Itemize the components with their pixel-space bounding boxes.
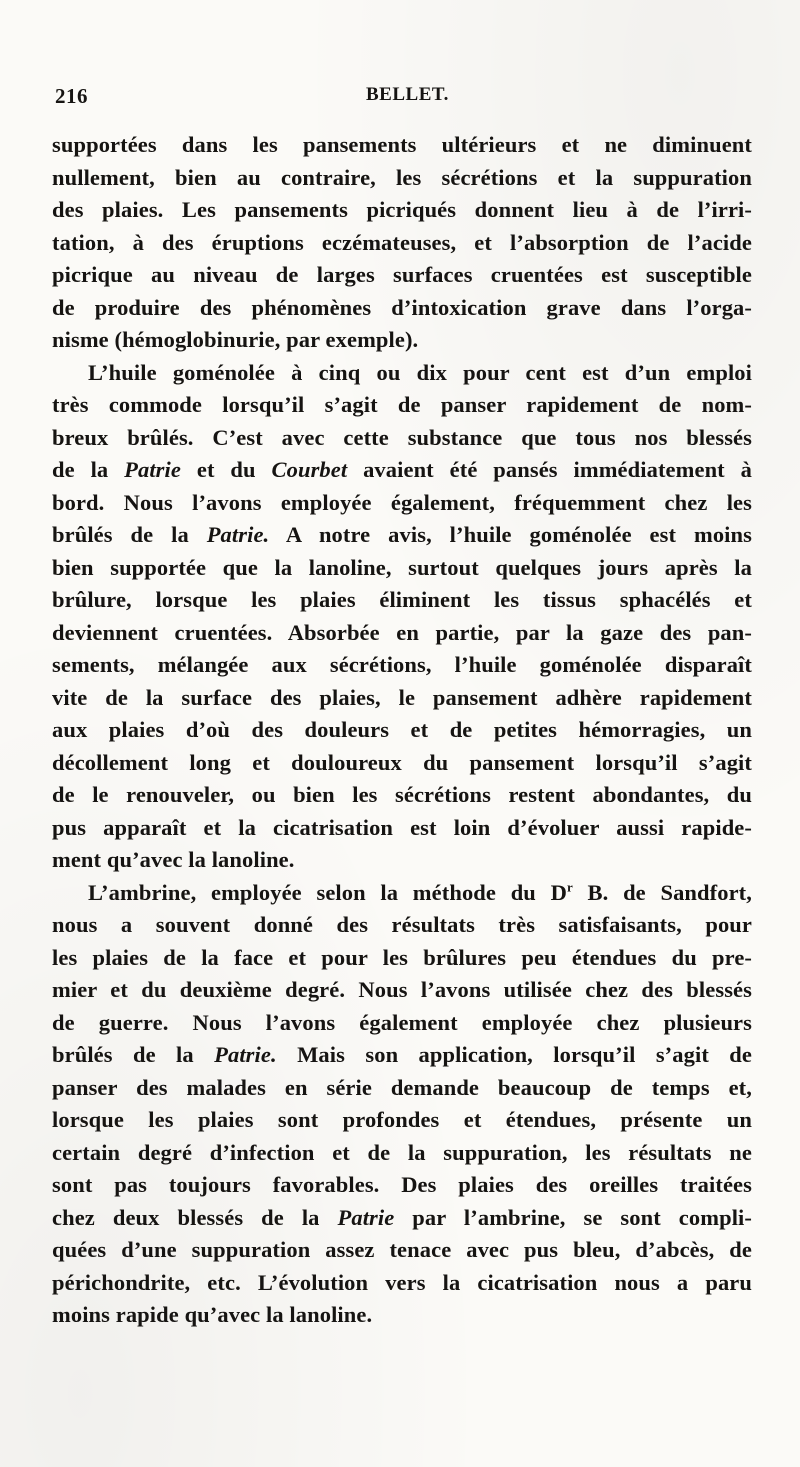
text-line: périchondrite, etc. L’évolution vers la cicatrisation nous a paru	[52, 1269, 752, 1295]
text-line: décollement long et douloureux du pansement lorsqu’il s’agit	[52, 749, 752, 775]
text-line: lorsque les plaies sont profondes et étendues, présente un	[52, 1107, 752, 1132]
body-text	[52, 129, 752, 1332]
text-line: sont pas toujours favorables. Des plaies des oreilles traitées	[52, 1172, 752, 1197]
text-line: moins rapide qu’avec la lanoline.	[52, 1302, 373, 1327]
text-line: chez deux blessés de la Patrie par l’ambrine, se sont compli-	[52, 1204, 752, 1230]
text-line: de produire des phénomènes d’intoxication grave dans l’orga-	[52, 294, 752, 320]
text-line: les plaies de la face et pour les brûlures peu étendues du pre-	[52, 944, 752, 970]
text-line: certain degré d’infection et de la suppuration, les résultats ne	[52, 1139, 752, 1165]
text-line: L’huile goménolée à cinq ou dix pour cent est d’un emploi	[88, 359, 752, 385]
text-line: nous a souvent donné des résultats très satisfaisants, pour	[52, 912, 752, 937]
text-line: de le renouveler, ou bien les sécrétions restent abondantes, du	[52, 782, 752, 807]
text-line: brûlure, lorsque les plaies éliminent les tissus sphacélés et	[52, 587, 752, 612]
text-line: brûlés de la Patrie. A notre avis, l’huile goménolée est moins	[52, 522, 752, 547]
text-line: aux plaies d’où des douleurs et de petites hémorragies, un	[52, 717, 752, 742]
text-line: de la Patrie et du Courbet avaient été pansés immédiatement à	[52, 457, 752, 482]
running-head: BELLET.	[366, 84, 449, 105]
text-line: brûlés de la Patrie. Mais son application, lorsqu’il s’agit de	[52, 1042, 752, 1067]
text-line: supportées dans les pansements ultérieurs et ne diminuent	[52, 132, 752, 157]
text-line: quées d’une suppuration assez tenace avec pus bleu, d’abcès, de	[52, 1237, 752, 1262]
text-line: picrique au niveau de larges surfaces cruentées est susceptible	[52, 262, 752, 287]
text-line: tation, à des éruptions eczémateuses, et l’absorption de l’acide	[52, 229, 752, 255]
text-line: sements, mélangée aux sécrétions, l’huile goménolée disparaît	[52, 652, 752, 677]
page-number: 216	[55, 84, 88, 108]
text-line: nullement, bien au contraire, les sécrétions et la suppuration	[52, 164, 752, 190]
superscript: r	[566, 879, 573, 894]
ship-name: Patrie.	[214, 1042, 277, 1067]
text-line: vite de la surface des plaies, le pansement adhère rapidement	[52, 684, 752, 710]
text-line: deviennent cruentées. Absorbée en partie, par la gaze des pan-	[52, 619, 752, 645]
text-line: des plaies. Les pansements picriqués donnent lieu à de l’irri-	[52, 197, 752, 222]
text-line: breux brûlés. C’est avec cette substance que tous nos blessés	[52, 424, 752, 450]
text-line: bord. Nous l’avons employée également, fréquemment chez les	[52, 489, 752, 515]
text-line: bien supportée que la lanoline, surtout quelques jours après la	[52, 554, 752, 580]
text-line: de guerre. Nous l’avons également employée chez plusieurs	[52, 1009, 752, 1035]
text-line: mier et du deuxième degré. Nous l’avons utilisée chez des blessés	[52, 977, 752, 1002]
text-line: panser des malades en série demande beaucoup de temps et,	[52, 1074, 752, 1100]
text-line: L’ambrine, employée selon la méthode du $D^r$ B. de Sandfort,	[88, 879, 752, 905]
text-line: pus apparaît et la cicatrisation est loin d’évoluer aussi rapide-	[52, 814, 752, 840]
ship-name: Courbet	[271, 457, 348, 482]
ship-name: Patrie	[337, 1204, 395, 1230]
page-header	[55, 84, 755, 118]
ship-name: Patrie.	[206, 522, 270, 547]
text-line: très commode lorsqu’il s’agit de panser rapidement de nom-	[52, 392, 752, 417]
ship-name: Patrie	[124, 457, 181, 482]
text-line: nisme (hémoglobinurie, par exemple).	[52, 327, 419, 352]
text-line: ment qu’avec la lanoline.	[52, 847, 295, 872]
